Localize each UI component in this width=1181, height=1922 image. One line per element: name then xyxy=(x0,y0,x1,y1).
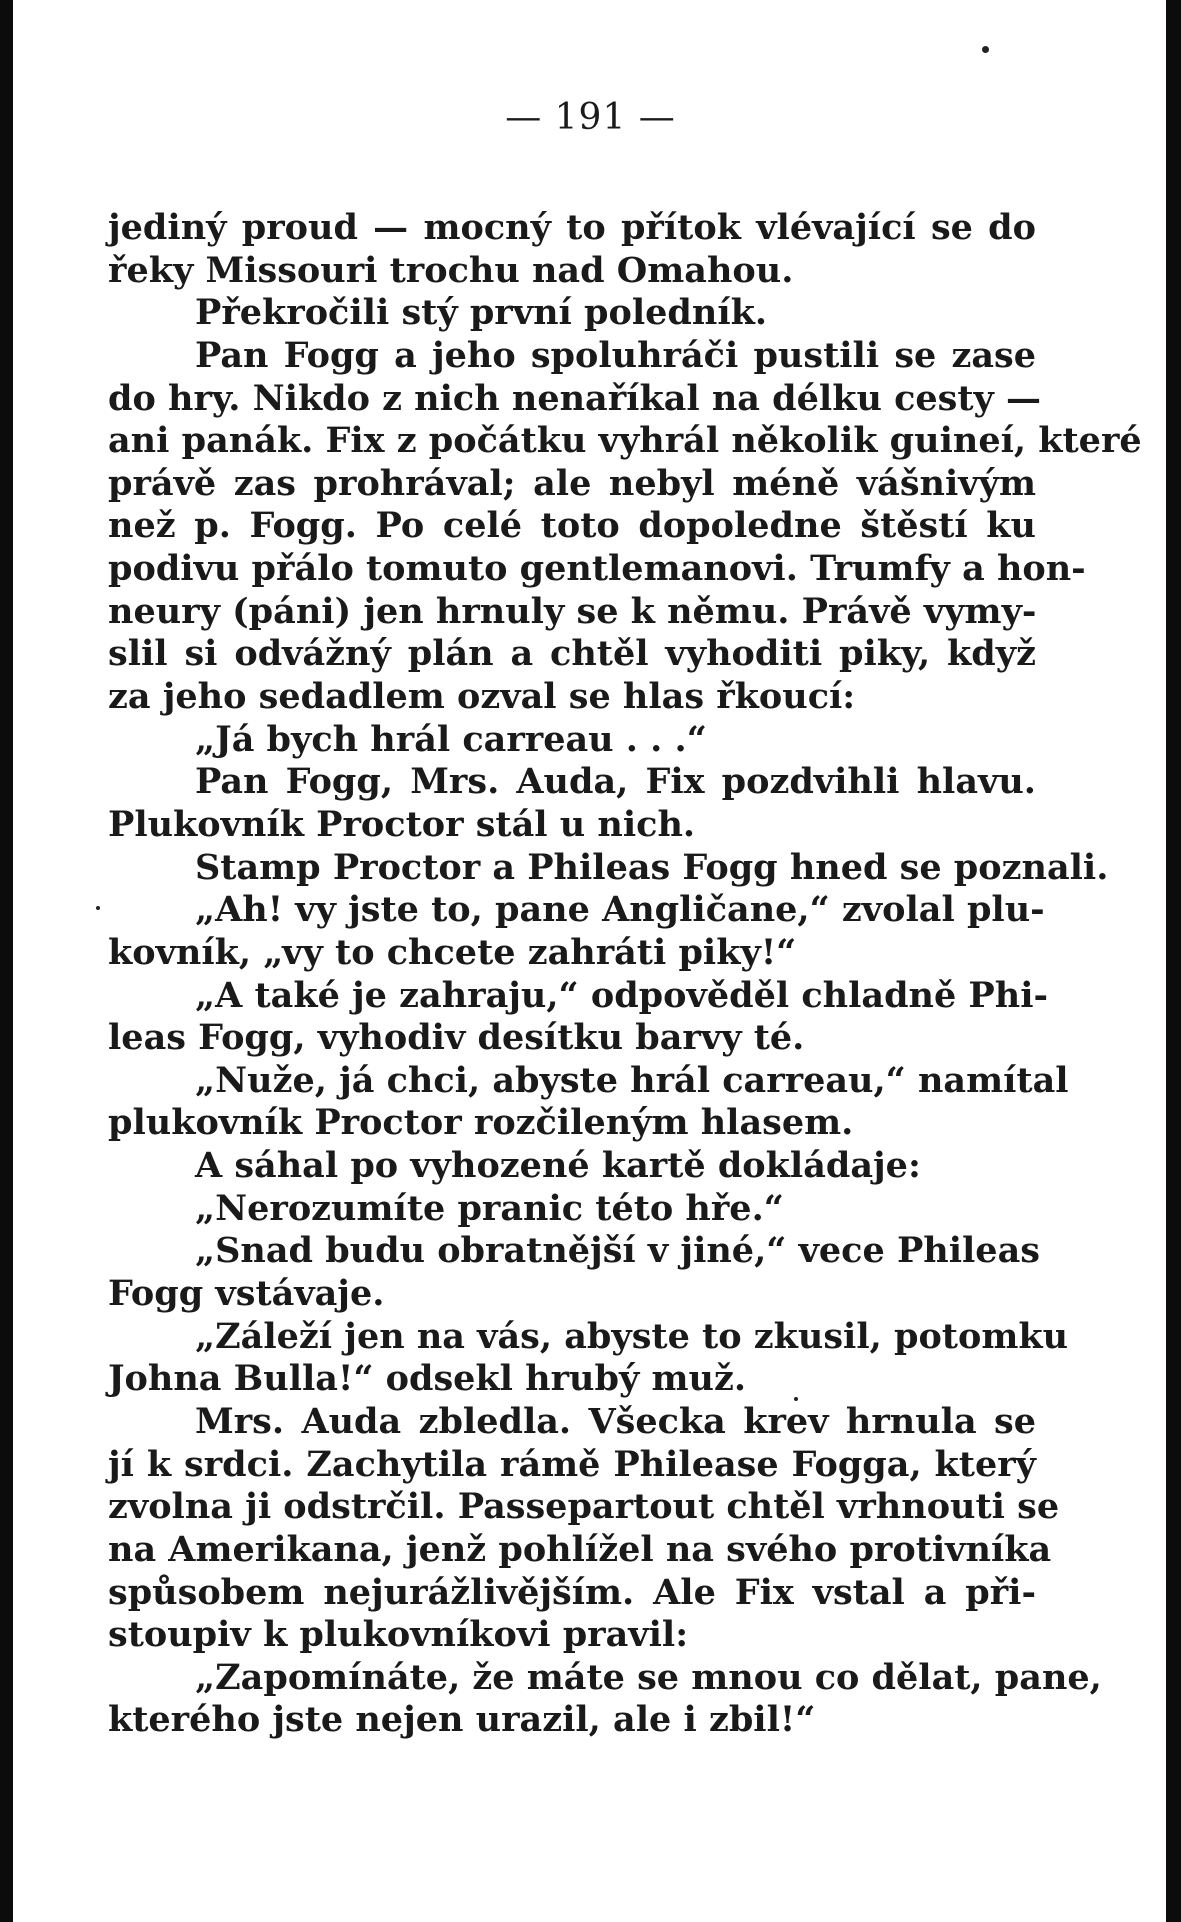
text-line: ani panák. Fix z počátku vyhrál několik guineí, které xyxy=(108,420,1142,462)
text-line: Johna Bulla!“ odsekl hrubý muž. xyxy=(108,1358,747,1400)
text-line: spůsobem nejurážlivějším. Ale Fix vstal a při- xyxy=(108,1571,1036,1613)
scan-border-left xyxy=(0,0,13,1922)
text-line: Fogg vstávaje. xyxy=(108,1273,385,1315)
text-line: jí k srdci. Zachytila rámě Philease Fogga, který xyxy=(108,1443,1036,1485)
text-line: plukovník Proctor rozčileným hlasem. xyxy=(108,1102,854,1144)
text-line: neury (páni) jen hrnuly se k němu. Právě vymy- xyxy=(108,590,1037,632)
text-line: kovník, „vy to chcete zahráti piky!“ xyxy=(108,931,797,973)
text-line: „Nuže, já chci, abyste hrál carreau,“ namítal xyxy=(195,1059,1069,1101)
text-line: Překročili stý první poledník. xyxy=(195,292,768,334)
page-number: — 191 — xyxy=(505,97,676,138)
text-line: podivu přálo tomuto gentlemanovi. Trumfy a hon- xyxy=(108,548,1086,590)
text-line: za jeho sedadlem ozval se hlas řkoucí: xyxy=(108,676,856,718)
scan-speck xyxy=(982,46,989,53)
text-line: na Amerikana, jenž pohlížel na svého protivníka xyxy=(108,1528,1052,1570)
text-line: Pan Fogg, Mrs. Auda, Fix pozdvihli hlavu. xyxy=(195,761,1036,803)
text-line: „Nerozumíte pranic této hře.“ xyxy=(195,1187,784,1229)
text-line: „Záleží jen na vás, abyste to zkusil, potomku xyxy=(195,1315,1069,1357)
text-line: Mrs. Auda zbledla. Všecka krev hrnula se xyxy=(195,1400,1036,1442)
text-line: Stamp Proctor a Phileas Fogg hned se poznali. xyxy=(195,846,1109,888)
text-line: „Zapomínáte, že máte se mnou co dělat, pane, xyxy=(195,1656,1102,1698)
text-line: leas Fogg, vyhodiv desítku barvy té. xyxy=(108,1017,805,1059)
text-line: kterého jste nejen urazil, ale i zbil!“ xyxy=(108,1699,816,1741)
text-line: než p. Fogg. Po celé toto dopoledne štěstí ku xyxy=(108,505,1036,547)
text-line: zvolna ji odstrčil. Passepartout chtěl vrhnouti se xyxy=(108,1486,1060,1528)
text-line: „Ah! vy jste to, pane Angličane,“ zvolal plu- xyxy=(195,889,1045,931)
text-line: jediný proud — mocný to přítok vlévající se do xyxy=(108,207,1036,248)
text-line: „Snad budu obratnější v jiné,“ vece Phileas xyxy=(195,1230,1040,1272)
text-line: „Já bych hrál carreau . . .“ xyxy=(195,718,707,760)
text-line: stoupiv k plukovníkovi pravil: xyxy=(108,1614,689,1656)
text-line: Pan Fogg a jeho spoluhráči pustili se zase xyxy=(195,334,1036,376)
text-line: A sáhal po vyhozené kartě dokládaje: xyxy=(195,1145,921,1187)
text-line: právě zas prohrával; ale nebyl méně vášnivým xyxy=(108,462,1036,504)
text-line: řeky Missouri trochu nad Omahou. xyxy=(108,249,794,291)
text-line: Plukovník Proctor stál u nich. xyxy=(108,803,696,845)
body-text xyxy=(108,207,1142,1742)
text-line: slil si odvážný plán a chtěl vyhoditi piky, když xyxy=(108,633,1036,675)
text-line: do hry. Nikdo z nich nenaříkal na délku cesty — xyxy=(108,377,1042,419)
scan-speck xyxy=(96,906,100,910)
scan-border-right xyxy=(1166,0,1181,1922)
text-line: „A také je zahraju,“ odpověděl chladně Phi- xyxy=(195,974,1049,1016)
